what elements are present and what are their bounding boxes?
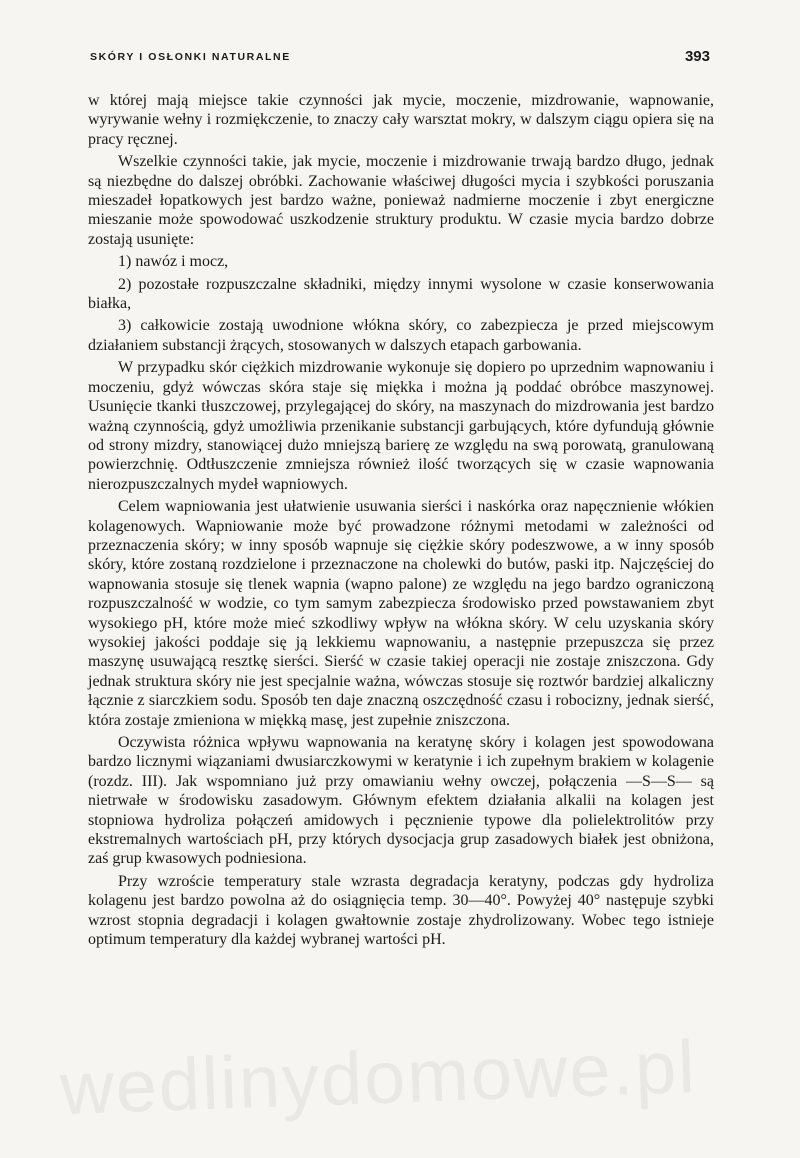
running-title: SKÓRY I OSŁONKI NATURALNE — [90, 51, 291, 63]
page-header — [88, 48, 714, 70]
paragraph: Przy wzroście temperatury stale wzrasta degradacja keratyny, podczas gdy hydroliza kolagenu jest bardzo powolna aż do osiągnięcia temp. 30—40°. Powyżej 40° następuje szybki wzrost stopnia degradacji i kolagen gwałtownie zostaje zhydrolizowany. Wobec tego istnieje optimum temperatury dla każdej wybranej wartości pH. — [88, 872, 714, 949]
paragraph: Celem wapniowania jest ułatwienie usuwania sierści i naskórka oraz napęcznienie włókien kolagenowych. Wapniowanie może być prowadzone różnymi metodami w zależności od przeznaczenia skóry; w inny sposób wapnuje się ciężkie skóry podeszwowe, a w inny sposób skóry, które zostaną rozdzielone i przeznaczone na cholewki do butów, paski itp. Najczęściej do wapnowania stosuje się tlenek wapnia (wapno palone) ze względu na jego bardzo ograniczoną rozpuszczalność w wodzie, co tym samym zabezpiecza środowisko przed powstawaniem zbyt wysokiego pH, które może mieć szkodliwy wpływ na włókna skóry. W celu uzyskania skóry wysokiej jakości poddaje się ją lekkiemu wapnowaniu, a następnie przepuszcza się przez maszynę usuwającą resztkę sierści. Sierść w czasie takiej operacji nie zostaje zniszczona. Gdy jednak struktura skóry nie jest specjalnie ważna, wówczas stosuje się roztwór bardziej alkaliczny łącznie z siarczkiem sodu. Sposób ten daje znaczną oszczędność czasu i robocizny, jednak sierść, która zostaje zmieniona w miękką masę, jest zupełnie zniszczona. — [88, 498, 714, 729]
paragraph: w której mają miejsce takie czynności jak mycie, moczenie, mizdrowanie, wapnowanie, wyrywanie wełny i rozmiękczenie, to znaczy cały warsztat mokry, w dalszym ciągu opiera się na pracy ręcznej. — [88, 92, 714, 148]
paragraph: Oczywista różnica wpływu wapnowania na keratynę skóry i kolagen jest spowodowana bardzo licznymi wiązaniami dwusiarczkowymi w keratynie i ich zupełnym brakiem w kolagenie (rozdz. III). Jak wspomniano już przy omawianiu wełny owczej, połączenia —S—S— są nietrwałe w środowisku zasadowym. Głównym efektem działania alkalii na kolagen jest stopniowa hydroliza połączeń amidowych i pęcznienie typowe dla polielektrolitów przy ekstremalnych wartościach pH, przy których dysocjacja grup zasadowych białek jest obniżona, zaś grup kwasowych podniesiona. — [88, 734, 714, 868]
list-item: 2) pozostałe rozpuszczalne składniki, między innymi wysolone w czasie konserwowania białka, — [88, 275, 714, 313]
body-text — [88, 91, 714, 952]
list-item: 1) nawóz i mocz, — [118, 253, 229, 271]
page-number: 393 — [684, 48, 710, 65]
list-item: 3) całkowicie zostają uwodnione włókna skóry, co zabezpiecza je przed miejscowym działaniem substancji żrących, stosowanych w dalszych etapach garbowania. — [88, 317, 714, 354]
paragraph: Wszelkie czynności takie, jak mycie, moczenie i mizdrowanie trwają bardzo długo, jednak są niezbędne do dalszej obróbki. Zachowanie właściwej długości mycia i szybkości poruszania mieszadeł łopatkowych jest bardzo ważne, ponieważ nadmierne moczenie i zbyt energiczne mieszanie może spowodować uszkodzenie struktury produktu. W czasie mycia bardzo dobrze zostają usunięte: — [88, 153, 714, 248]
watermark-text: wedlinydomowe.pl — [58, 1024, 698, 1131]
document-page — [88, 0, 714, 1158]
paragraph: W przypadku skór ciężkich mizdrowanie wykonuje się dopiero po uprzednim wapnowaniu i moczeniu, gdyż wówczas skóra staje się miękka i można ją poddać obróbce maszynowej. Usunięcie tkanki tłuszczowej, przylegającej do skóry, na maszynach do mizdrowania jest bardzo ważną czynnością, gdyż umożliwia przenikanie substancji garbujących, które dyfundują głównie od strony mizdry, stanowiącej dużo mniejszą barierę ze względu na swą porowatą, granulowaną powierzchnię. Odtłuszczenie zmniejsza również ilość tworzących się w czasie wapnowania nierozpuszczalnych mydeł wapniowych. — [88, 359, 714, 493]
